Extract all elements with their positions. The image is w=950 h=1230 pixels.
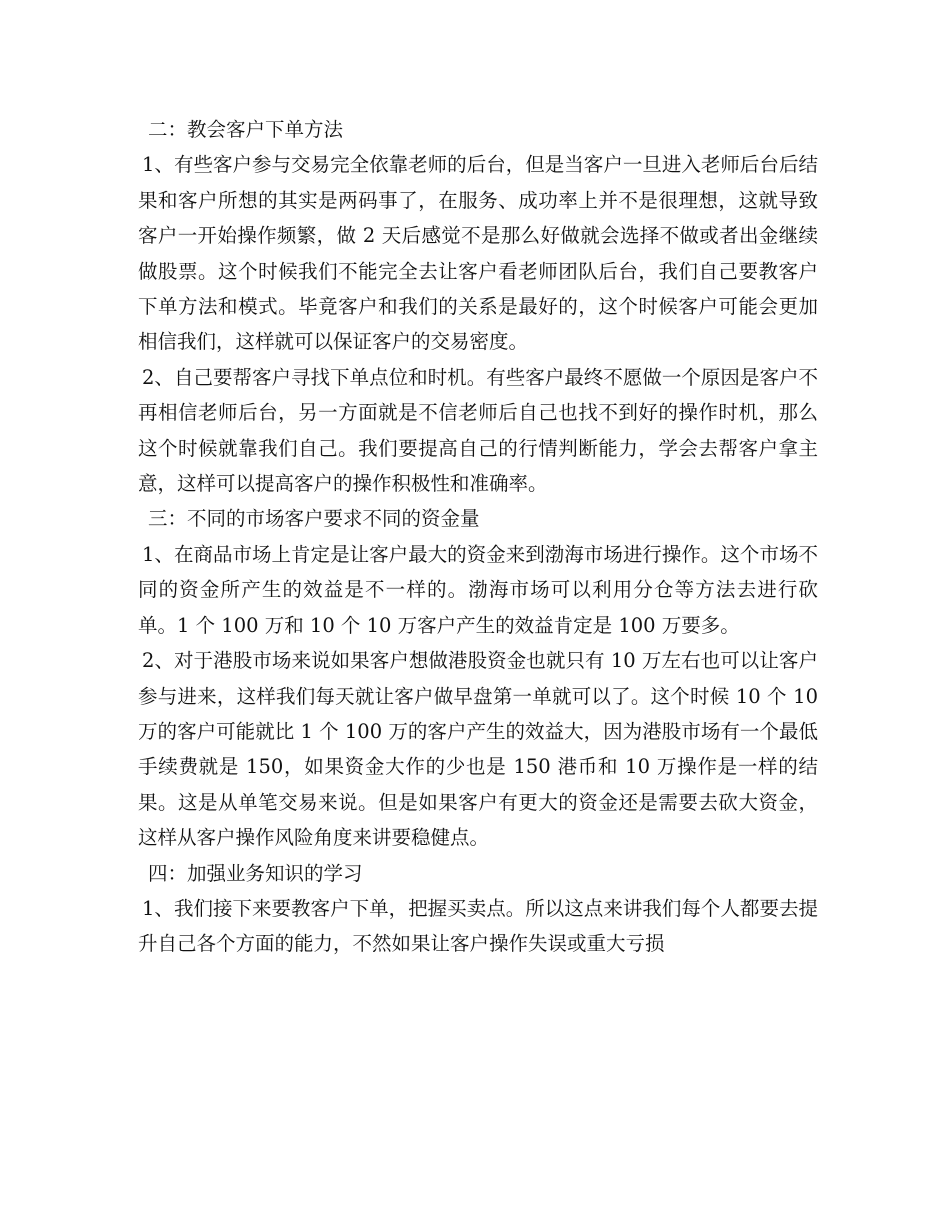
paragraph-4-1: 1、我们接下来要教客户下单，把握买卖点。所以这点来讲我们每个人都要去提升自己各个方面的能力，不然如果让客户操作失误或重大亏损 bbox=[138, 896, 818, 956]
section-heading-3: 三：不同的市场客户要求不同的资金量 bbox=[148, 507, 480, 531]
paragraph-3-1: 1、在商品市场上肯定是让客户最大的资金来到渤海市场进行操作。这个市场不同的资金所产生的效益是不一样的。渤海市场可以利用分仓等方法去进行砍单。1 个 100 万和 10 个 10 万客户产生的效益肯定是 100 万要多。 bbox=[138, 542, 818, 637]
paragraph-2-2: 2、自己要帮客户寻找下单点位和时机。有些客户最终不愿做一个原因是客户不再相信老师后台，另一方面就是不信老师后自己也找不到好的操作时机，那么这个时候就靠我们自己。我们要提高自己的行情判断能力，学会去帮客户拿主意，这样可以提高客户的操作积极性和准确率。 bbox=[138, 365, 818, 496]
paragraph-2-1: 1、有些客户参与交易完全依靠老师的后台，但是当客户一旦进入老师后台后结果和客户所想的其实是两码事了，在服务、成功率上并不是很理想，这就导致客户一开始操作频繁，做 2 天后感觉不是那么好做就会选择不做或者出金继续做股票。这个时候我们不能完全去让客户看老师团队后台，我们自己要教客户下单方法和模式。毕竟客户和我们的关系是最好的，这个时候客户可能会更加相信我们，这样就可以保证客户的交易密度。 bbox=[138, 153, 818, 354]
section-heading-4: 四：加强业务知识的学习 bbox=[148, 861, 363, 885]
document-body bbox=[138, 112, 818, 962]
paragraph-3-2: 2、对于港股市场来说如果客户想做港股资金也就只有 10 万左右也可以让客户参与进来，这样我们每天就让客户做早盘第一单就可以了。这个时候 10 个 10 万的客户可能就比 1 个 100 万的客户产生的效益大，因为港股市场有一个最低手续费就是 150，如果资金大作的少也是 150 港币和 10 万操作是一样的结果。这是从单笔交易来说。但是如果客户有更大的资金还是需要去砍大资金，这样从客户操作风险角度来讲要稳健点。 bbox=[138, 649, 818, 850]
section-heading-2: 二：教会客户下单方法 bbox=[148, 118, 344, 141]
